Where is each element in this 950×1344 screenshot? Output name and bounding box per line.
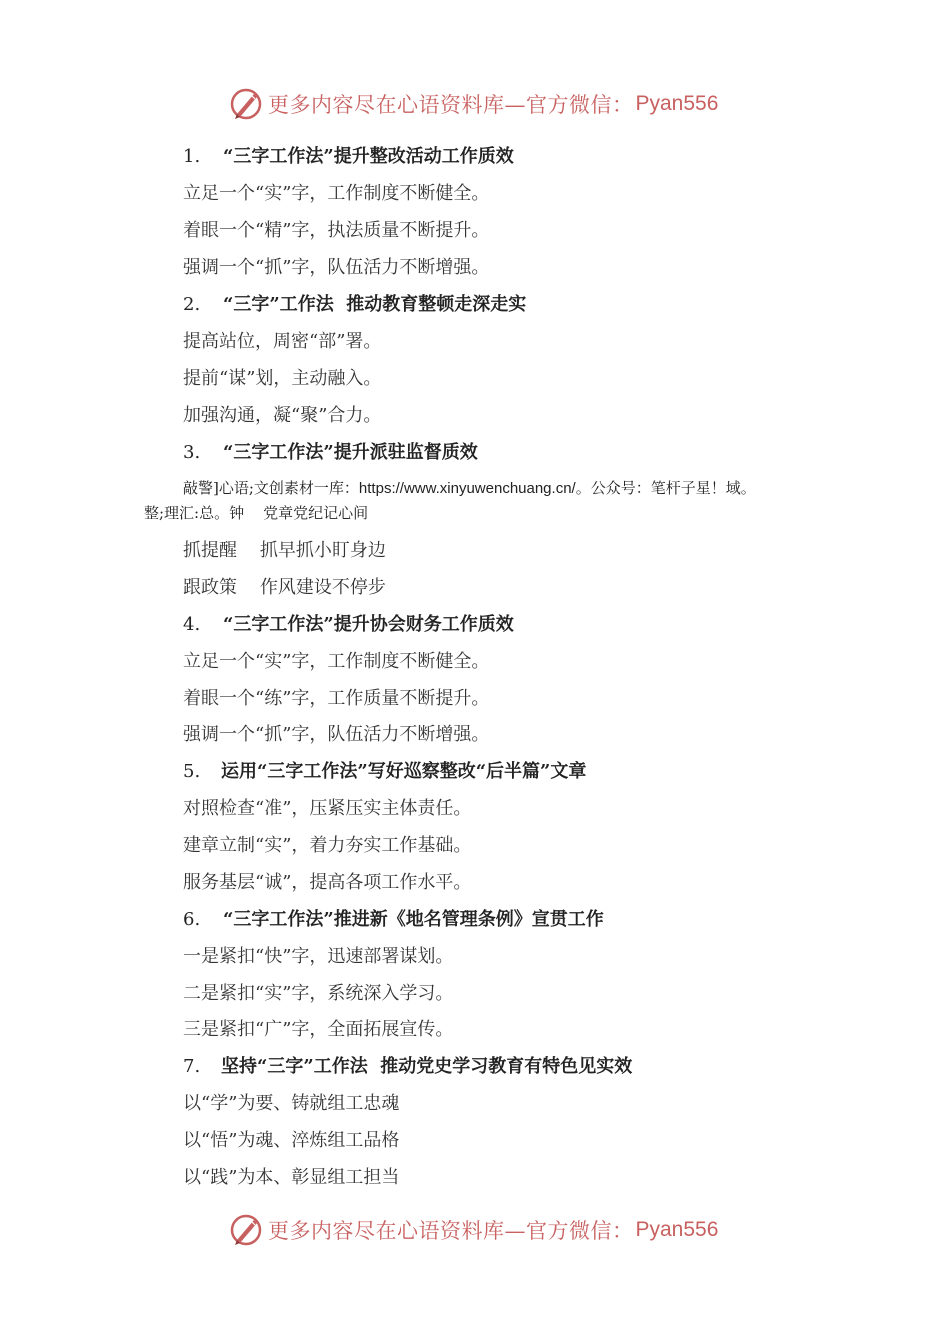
section-number: 4. <box>183 614 201 635</box>
list-item: 以“践”为本、彰显组工担当 <box>183 1167 400 1188</box>
list-item: 加强沟通，凝“聚”合力。 <box>183 405 382 426</box>
section-title: “三字工作法”提升派驻监督质效 <box>223 442 478 463</box>
promo-prefix: 敲警]心语;文创素材一库： <box>183 479 359 497</box>
section-title: 坚持“三字”工作法 推动党史学习教育有特色见实效 <box>221 1056 633 1077</box>
list-item: 以“悟”为魂、淬炼组工品格 <box>183 1130 400 1151</box>
section-6-heading <box>183 908 604 932</box>
list-item: 强调一个“抓”字，队伍活力不断增强。 <box>183 257 490 278</box>
banner-wechat-id: Pyan556 <box>635 92 719 115</box>
list-item: 对照检查“准”，压紧压实主体责任。 <box>183 798 472 819</box>
pen-logo-icon <box>228 1212 264 1248</box>
section-number: 5. <box>183 761 201 782</box>
section-1-heading <box>183 145 514 169</box>
footer-banner <box>228 1210 718 1250</box>
section-title: 运用“三字工作法”写好巡察整改“后半篇”文章 <box>221 761 587 782</box>
promo-url-link[interactable]: https://www.xinyuwenchuang.cn/ <box>358 480 576 497</box>
promo-suffix: 。公众号：笔杆子星！域。 <box>575 479 756 497</box>
section-7-heading <box>183 1055 632 1079</box>
section-number: 2. <box>183 294 201 315</box>
section-title: “三字工作法”提升协会财务工作质效 <box>223 614 514 635</box>
section-number: 3. <box>183 442 201 463</box>
section-title: “三字工作法”提升整改活动工作质效 <box>223 146 514 167</box>
banner-text: 更多内容尽在心语资料库—官方微信： <box>268 1219 634 1243</box>
section-number: 7. <box>183 1056 201 1077</box>
section-title: “三字”工作法 推动教育整顿走深走实 <box>223 294 527 315</box>
list-item: 强调一个“抓”字，队伍活力不断增强。 <box>183 724 490 745</box>
list-item: 提高站位，周密“部”署。 <box>183 331 382 352</box>
section-2-heading <box>183 293 526 317</box>
list-item: 跟政策 作风建设不停步 <box>183 577 386 598</box>
pen-logo-icon <box>228 86 264 122</box>
header-banner <box>228 84 718 124</box>
list-item: 三是紧扣“广”字，全面拓展宣传。 <box>183 1019 454 1040</box>
promo-line-2: 整;理汇:总。钟 党章党纪记心间 <box>144 504 369 522</box>
list-item: 抓提醒 抓早抓小盯身边 <box>183 540 386 561</box>
list-item: 着眼一个“练”字，工作质量不断提升。 <box>183 688 490 709</box>
list-item: 提前“谋”划，主动融入。 <box>183 368 382 389</box>
list-item: 一是紧扣“快”字，迅速部署谋划。 <box>183 946 454 967</box>
list-item: 立足一个“实”字，工作制度不断健全。 <box>183 183 490 204</box>
banner-text: 更多内容尽在心语资料库—官方微信： <box>268 93 634 117</box>
section-title: “三字工作法”推进新《地名管理条例》宣贯工作 <box>223 909 604 930</box>
section-3-heading <box>183 441 478 465</box>
promo-line-1 <box>183 478 756 499</box>
list-item: 以“学”为要、铸就组工忠魂 <box>183 1093 400 1114</box>
list-item: 服务基层“诚”，提高各项工作水平。 <box>183 872 472 893</box>
list-item: 建章立制“实”，着力夯实工作基础。 <box>183 835 472 856</box>
section-4-heading <box>183 613 514 637</box>
section-5-heading <box>183 760 586 784</box>
section-number: 6. <box>183 909 201 930</box>
list-item: 二是紧扣“实”字，系统深入学习。 <box>183 983 454 1004</box>
section-number: 1. <box>183 146 201 167</box>
list-item: 立足一个“实”字，工作制度不断健全。 <box>183 651 490 672</box>
banner-wechat-id: Pyan556 <box>635 1218 719 1241</box>
list-item: 着眼一个“精”字，执法质量不断提升。 <box>183 220 490 241</box>
